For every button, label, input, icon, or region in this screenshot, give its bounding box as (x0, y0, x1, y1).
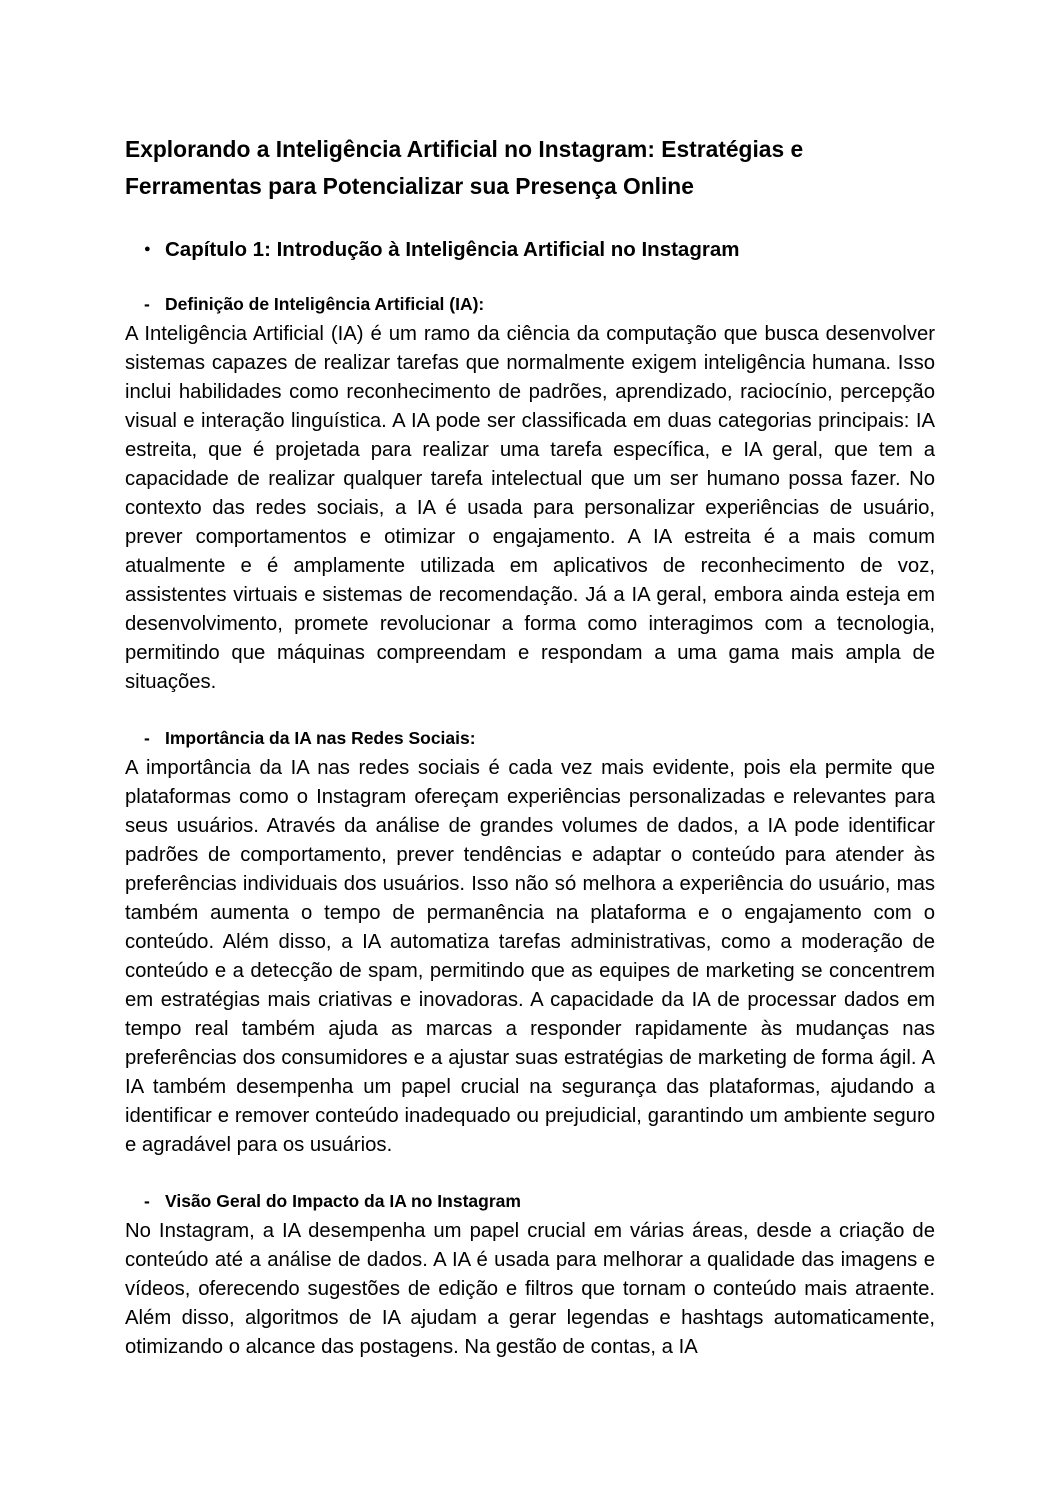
section-heading: Visão Geral do Impacto da IA no Instagram (165, 1191, 521, 1211)
dash-marker-icon: - (144, 728, 150, 748)
document-title: Explorando a Inteligência Artificial no Instagram: Estratégias e Ferramentas para Potencializar sua Presença Online (125, 136, 804, 199)
chapter-heading (125, 236, 935, 263)
section-paragraph: A Inteligência Artificial (IA) é um ramo da ciência da computação que busca desenvolver sistemas capazes de realizar tarefas que normalmente exigem inteligência humana. Isso inclui habilidades como reconhecimento de padrões, aprendizado, raciocínio, percepção visual e interação linguística. A IA pode ser classificada em duas categorias principais: IA estreita, que é projetada para realizar uma tarefa específica, e IA geral, que tem a capacidade de realizar qualquer tarefa intelectual que um ser humano possa fazer. No contexto das redes sociais, a IA é usada para personalizar experiências de usuário, prever comportamentos e otimizar o engajamento. A IA estreita é a mais comum atualmente e é amplamente utilizada em aplicativos de reconhecimento de voz, assistentes virtuais e sistemas de recomendação. Já a IA geral, embora ainda esteja em desenvolvimento, promete revolucionar a forma como interagimos com a tecnologia, permitindo que máquinas compreendam e respondam a uma gama mais ampla de situações. (125, 323, 935, 693)
dash-marker-icon: - (144, 1191, 150, 1211)
section-heading: Importância da IA nas Redes Sociais: (165, 728, 476, 748)
dash-marker-icon: - (144, 294, 150, 314)
section-paragraph: No Instagram, a IA desempenha um papel crucial em várias áreas, desde a criação de conteúdo até a análise de dados. A IA é usada para melhorar a qualidade das imagens e vídeos, oferecendo sugestões de edição e filtros que tornam o conteúdo mais atraente. Além disso, algoritmos de IA ajudam a gerar legendas e hashtags automaticamente, otimizando o alcance das postagens. Na gestão de contas, a IA (125, 1220, 935, 1358)
section-importancia-ia (125, 727, 935, 1160)
section-heading: Definição de Inteligência Artificial (IA): (165, 294, 485, 314)
chapter-title: Capítulo 1: Introdução à Inteligência Artificial no Instagram (165, 238, 740, 261)
section-paragraph: A importância da IA nas redes sociais é cada vez mais evidente, pois ela permite que plataformas como o Instagram ofereçam experiências personalizadas e relevantes para seus usuários. Através da análise de grandes volumes de dados, a IA pode identificar padrões de comportamento, prever tendências e adaptar o conteúdo para atender às preferências individuais dos usuários. Isso não só melhora a experiência do usuário, mas também aumenta o tempo de permanência na plataforma e o engajamento com o conteúdo. Além disso, a IA automatiza tarefas administrativas, como a moderação de conteúdo e a detecção de spam, permitindo que as equipes de marketing se concentrem em estratégias mais criativas e inovadoras. A capacidade da IA de processar dados em tempo real também ajuda as marcas a responder rapidamente às mudanças nas preferências dos consumidores e a ajustar suas estratégias de marketing de forma ágil. A IA também desempenha um papel crucial na segurança das plataformas, ajudando a identificar e remover conteúdo inadequado ou prejudicial, garantindo um ambiente seguro e agradável para os usuários. (125, 757, 935, 1156)
section-visao-geral (125, 1190, 935, 1362)
bullet-icon: ● (144, 243, 151, 255)
section-heading-row (125, 1190, 935, 1213)
section-heading-row (125, 727, 935, 750)
section-definicao-ia (125, 293, 935, 697)
section-heading-row (125, 293, 935, 316)
